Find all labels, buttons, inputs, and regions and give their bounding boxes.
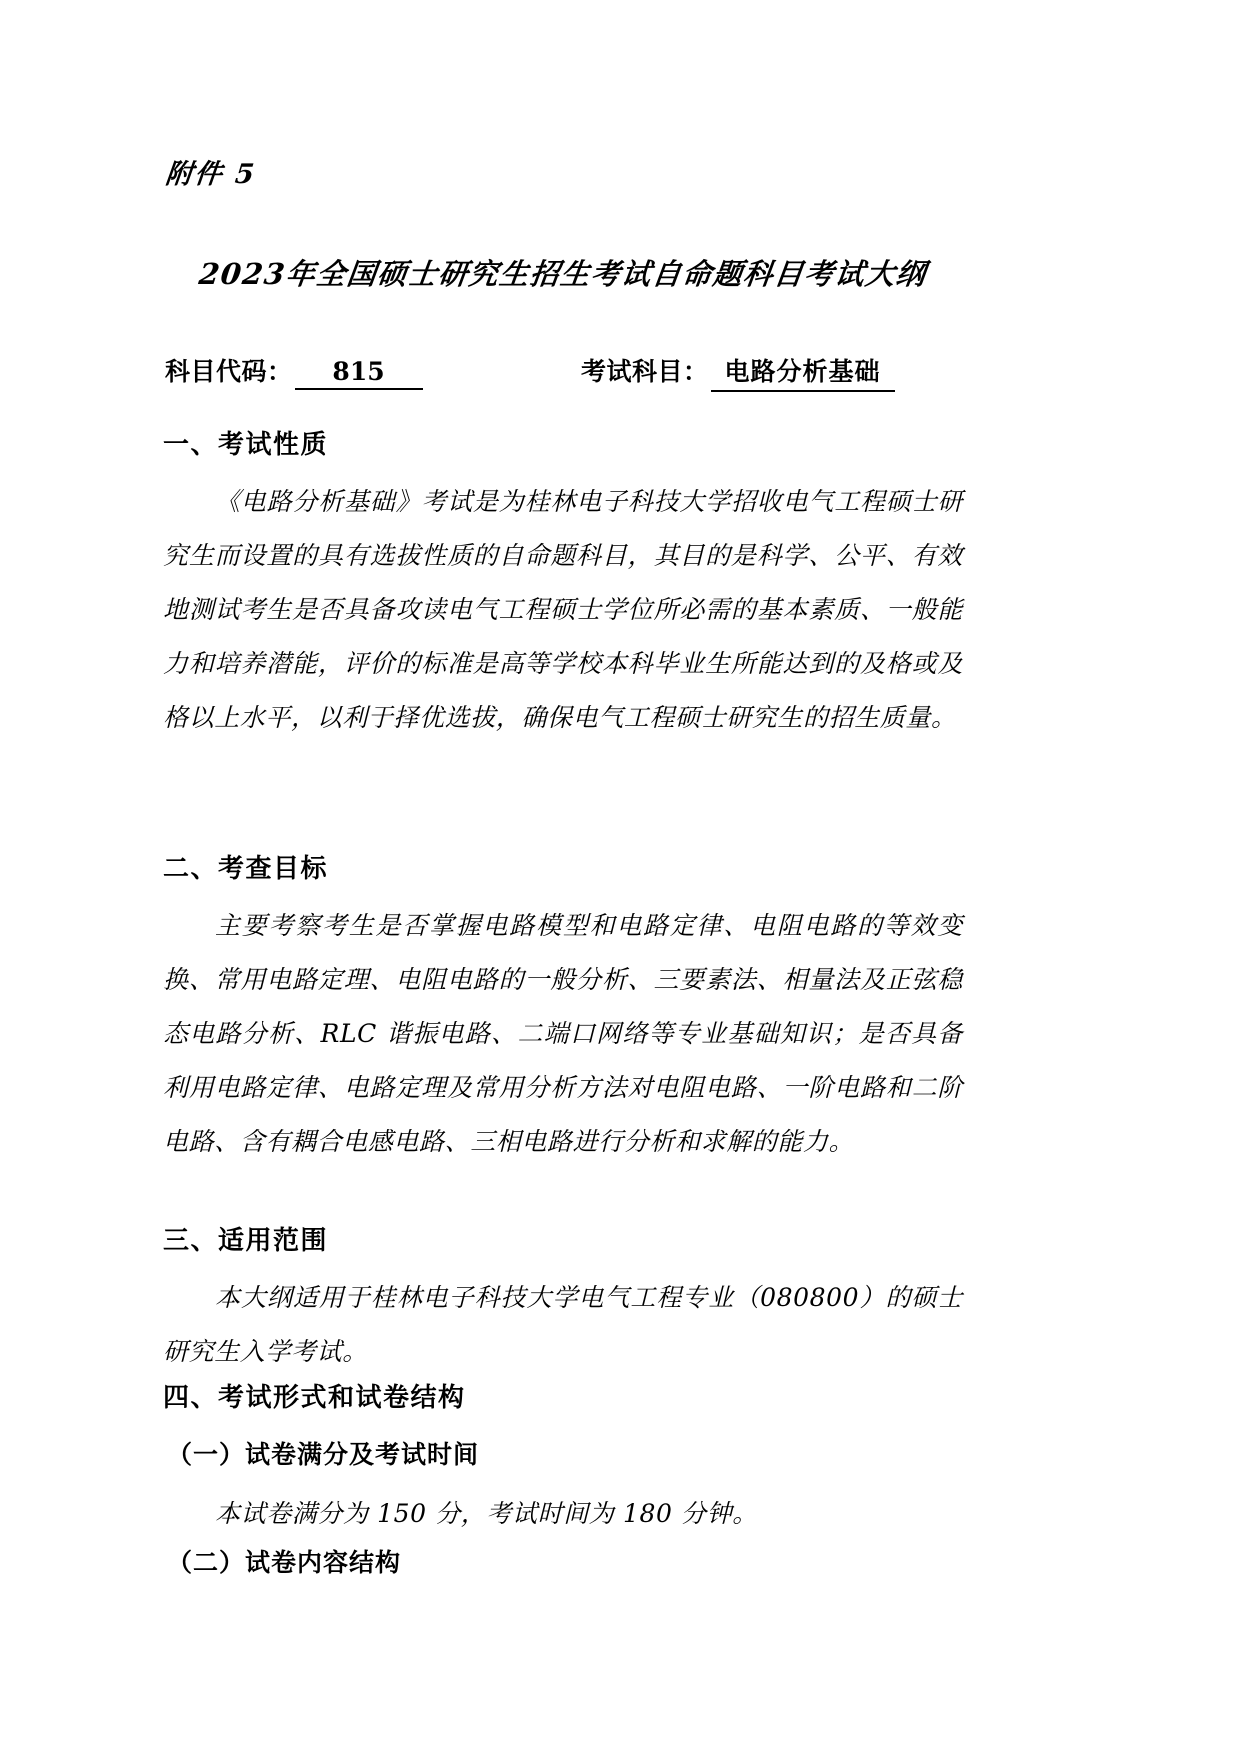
subject-name-value: 电路分析基础 <box>711 352 895 392</box>
section-heading-1: 一、考试性质 <box>163 430 329 460</box>
subject-code-group <box>165 352 423 390</box>
section-heading-2: 二、考查目标 <box>163 854 329 884</box>
subject-name-label: 考试科目： <box>581 357 709 386</box>
subject-name-group <box>581 352 895 392</box>
section-body-2: 主要考察考生是否掌握电路模型和电路定律、电阻电路的等效变换、常用电路定理、电阻电路的一般分析、三要素法、相量法及正弦稳态电路分析、RLC 谐振电路、二端口网络等专业基础知识；是否具备利用电路定律、电路定理及常用分析方法对电阻电路、一阶电路和二阶电路、含有耦合电感电路、三相电路进行分析和求解的能力。 <box>163 911 963 1156</box>
section-heading-4: 四、考试形式和试卷结构 <box>163 1383 466 1413</box>
subsection-heading-4-2: （二）试卷内容结构 <box>167 1548 402 1577</box>
subsection-heading-4-1: （一）试卷满分及考试时间 <box>167 1440 480 1469</box>
attachment-tag: 附件 5 <box>164 159 258 190</box>
subject-info-row <box>163 352 963 394</box>
section-heading-3: 三、适用范围 <box>163 1226 329 1256</box>
subject-code-label: 科目代码： <box>165 357 293 386</box>
subsection-body-4-1: 本试卷满分为 150 分，考试时间为 180 分钟。 <box>215 1499 758 1528</box>
section-body-3: 本大纲适用于桂林电子科技大学电气工程专业（080800）的硕士研究生入学考试。 <box>163 1283 963 1366</box>
document-title: 2023年全国硕士研究生招生考试自命题科目考试大纲 <box>197 257 929 291</box>
page-content <box>163 0 963 1754</box>
subject-code-value: 815 <box>295 357 423 390</box>
section-body-1: 《电路分析基础》考试是为桂林电子科技大学招收电气工程硕士研究生而设置的具有选拔性质的自命题科目，其目的是科学、公平、有效地测试考生是否具备攻读电气工程硕士学位所必需的基本素质、一般能力和培养潜能，评价的标准是高等学校本科毕业生所能达到的及格或及格以上水平，以利于择优选拔，确保电气工程硕士研究生的招生质量。 <box>163 487 963 732</box>
